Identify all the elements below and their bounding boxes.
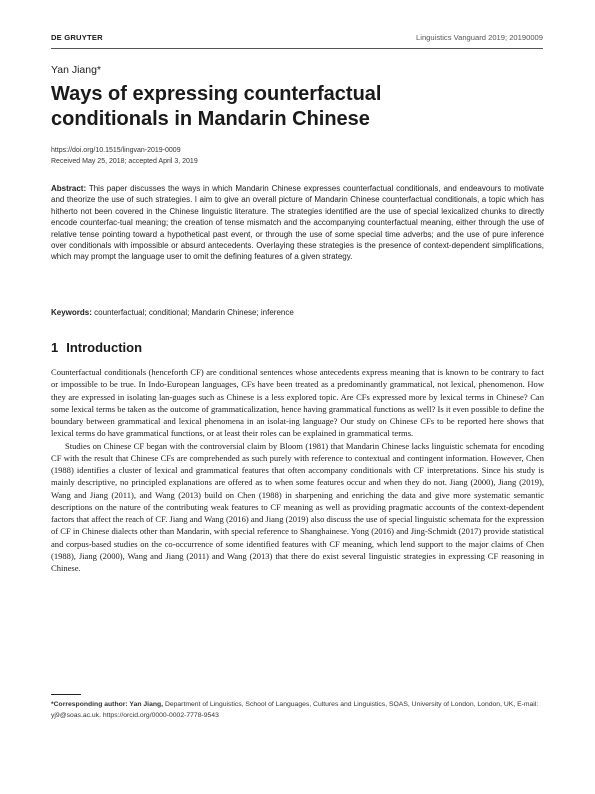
journal-citation: Linguistics Vanguard 2019; 20190009 [416,33,543,42]
publisher-name: DE GRUYTER [51,33,103,42]
body-paragraph: Studies on Chinese CF began with the controversial claim by Bloom (1981) that Mandarin Chinese lacks linguistic schemata for encoding CF with the result that Chinese CFs are comprehended as such purely with reference to contextual and contingent information. However, Chen (1988) identifies a cluster of lexical and grammatical features that often accompany conditionals with CF interpretations. Since his study is mainly descriptive, no principled explanations are offered as to when some features occur and when they do not. Jiang (2000), Jiang (2019), Wang and Jiang (2011), and Wang (2013) build on Chen (1988) in sharpening and enriching the data and give more systematic semantic descriptions on the nature of the contributing weak features to CF meaning as well as providing pragmatic accounts of the context-dependent factors that affect the reach of CF. Jiang and Wang (2016) and Jiang (2019) also discuss the use of special linguistic schemata for the expression of CF in Chinese dialects other than Mandarin, with special reference to Shanghainese. Yong (2016) and Jing-Schmidt (2017) provide statistical and corpus-based studies on the co-occurrence of some identified features with CF meaning, which lend support to the major claims of Chen (1988), Jiang (2000), Wang and Jiang (2011) and Wang (2013) that there do exist several linguistic strategies in expressing CF reasoning in Chinese. [51,440,544,573]
article-meta [51,146,198,167]
abstract-label: Abstract: [51,184,87,193]
doi-link[interactable]: https://doi.org/10.1515/lingvan-2019-0009 [51,147,181,154]
section-title: Introduction [66,340,143,355]
running-header [51,33,543,45]
keywords-text: counterfactual; conditional; Mandarin Chinese; inference [94,308,294,317]
section-number: 1 [51,340,59,355]
article-dates: Received May 25, 2018; accepted April 3, 2019 [51,157,198,165]
author-name: Yan Jiang* [51,64,102,76]
abstract-text: This paper discusses the ways in which Mandarin Chinese expresses counterfactual conditionals, and endeavours to motivate and theorize the use of such strategies. I aim to give an overall picture of Mandarin Chinese counterfactual conditionals, a topic which has hitherto not been covered in the Chinese linguistic literature. The strategies identified are the use of special lexicalized chunks to directly encode counterfac-tual meaning; the creation of tense mismatch and the accompanying counterfactual meaning, either through the use of relative tense pointing toward a hypothetical past event, or through the use of some special time adverbs; and the use of pure inference over conditionals with impossible or absurd antecedents. Overlaying these strategies is the presence of context-dependent simplifications, which may prompt the language user to omit the defining features of a given strategy. [51,184,545,262]
section-heading [51,340,142,355]
keywords [51,307,544,318]
article-title: Ways of expressing counterfactual conditionals in Mandarin Chinese [51,83,382,130]
abstract [51,183,544,263]
body-text [51,366,544,574]
footnote-label: *Corresponding author: Yan Jiang, [51,701,164,708]
header-rule [51,48,543,49]
footnote-rule [51,694,81,695]
keywords-label: Keywords: [51,308,92,317]
footnote [51,699,544,721]
body-paragraph: Counterfactual conditionals (henceforth CF) are conditional sentences whose antecedents express meaning that is known to be contrary to fact or impossible to be true. In Indo-European languages, CFs have been treated as a predominantly grammatical, not lexical, phenomenon. How they are expressed in isolating lan-guages such as Chinese is a less explored topic. Are CFs expressed more by lexical terms in Chinese? Can some lexical terms be taken as the outcome of grammaticalization, hence having grammatical functions as well? Is it even possible to define the boundary between grammatical and lexical phenomena in an isolat-ing language? Our study on Chinese CFs to be reported here shows that lexical terms do have grammatical functions, or at least their roles can be explained in grammatical terms. [51,367,544,439]
footnote-text: Department of Linguistics, School of Languages, Cultures and Linguistics, SOAS, University of London, London, UK, E-mail: yj9@soas.ac.uk. https://orcid.org/0000-0002-7778-9543 [51,701,539,719]
